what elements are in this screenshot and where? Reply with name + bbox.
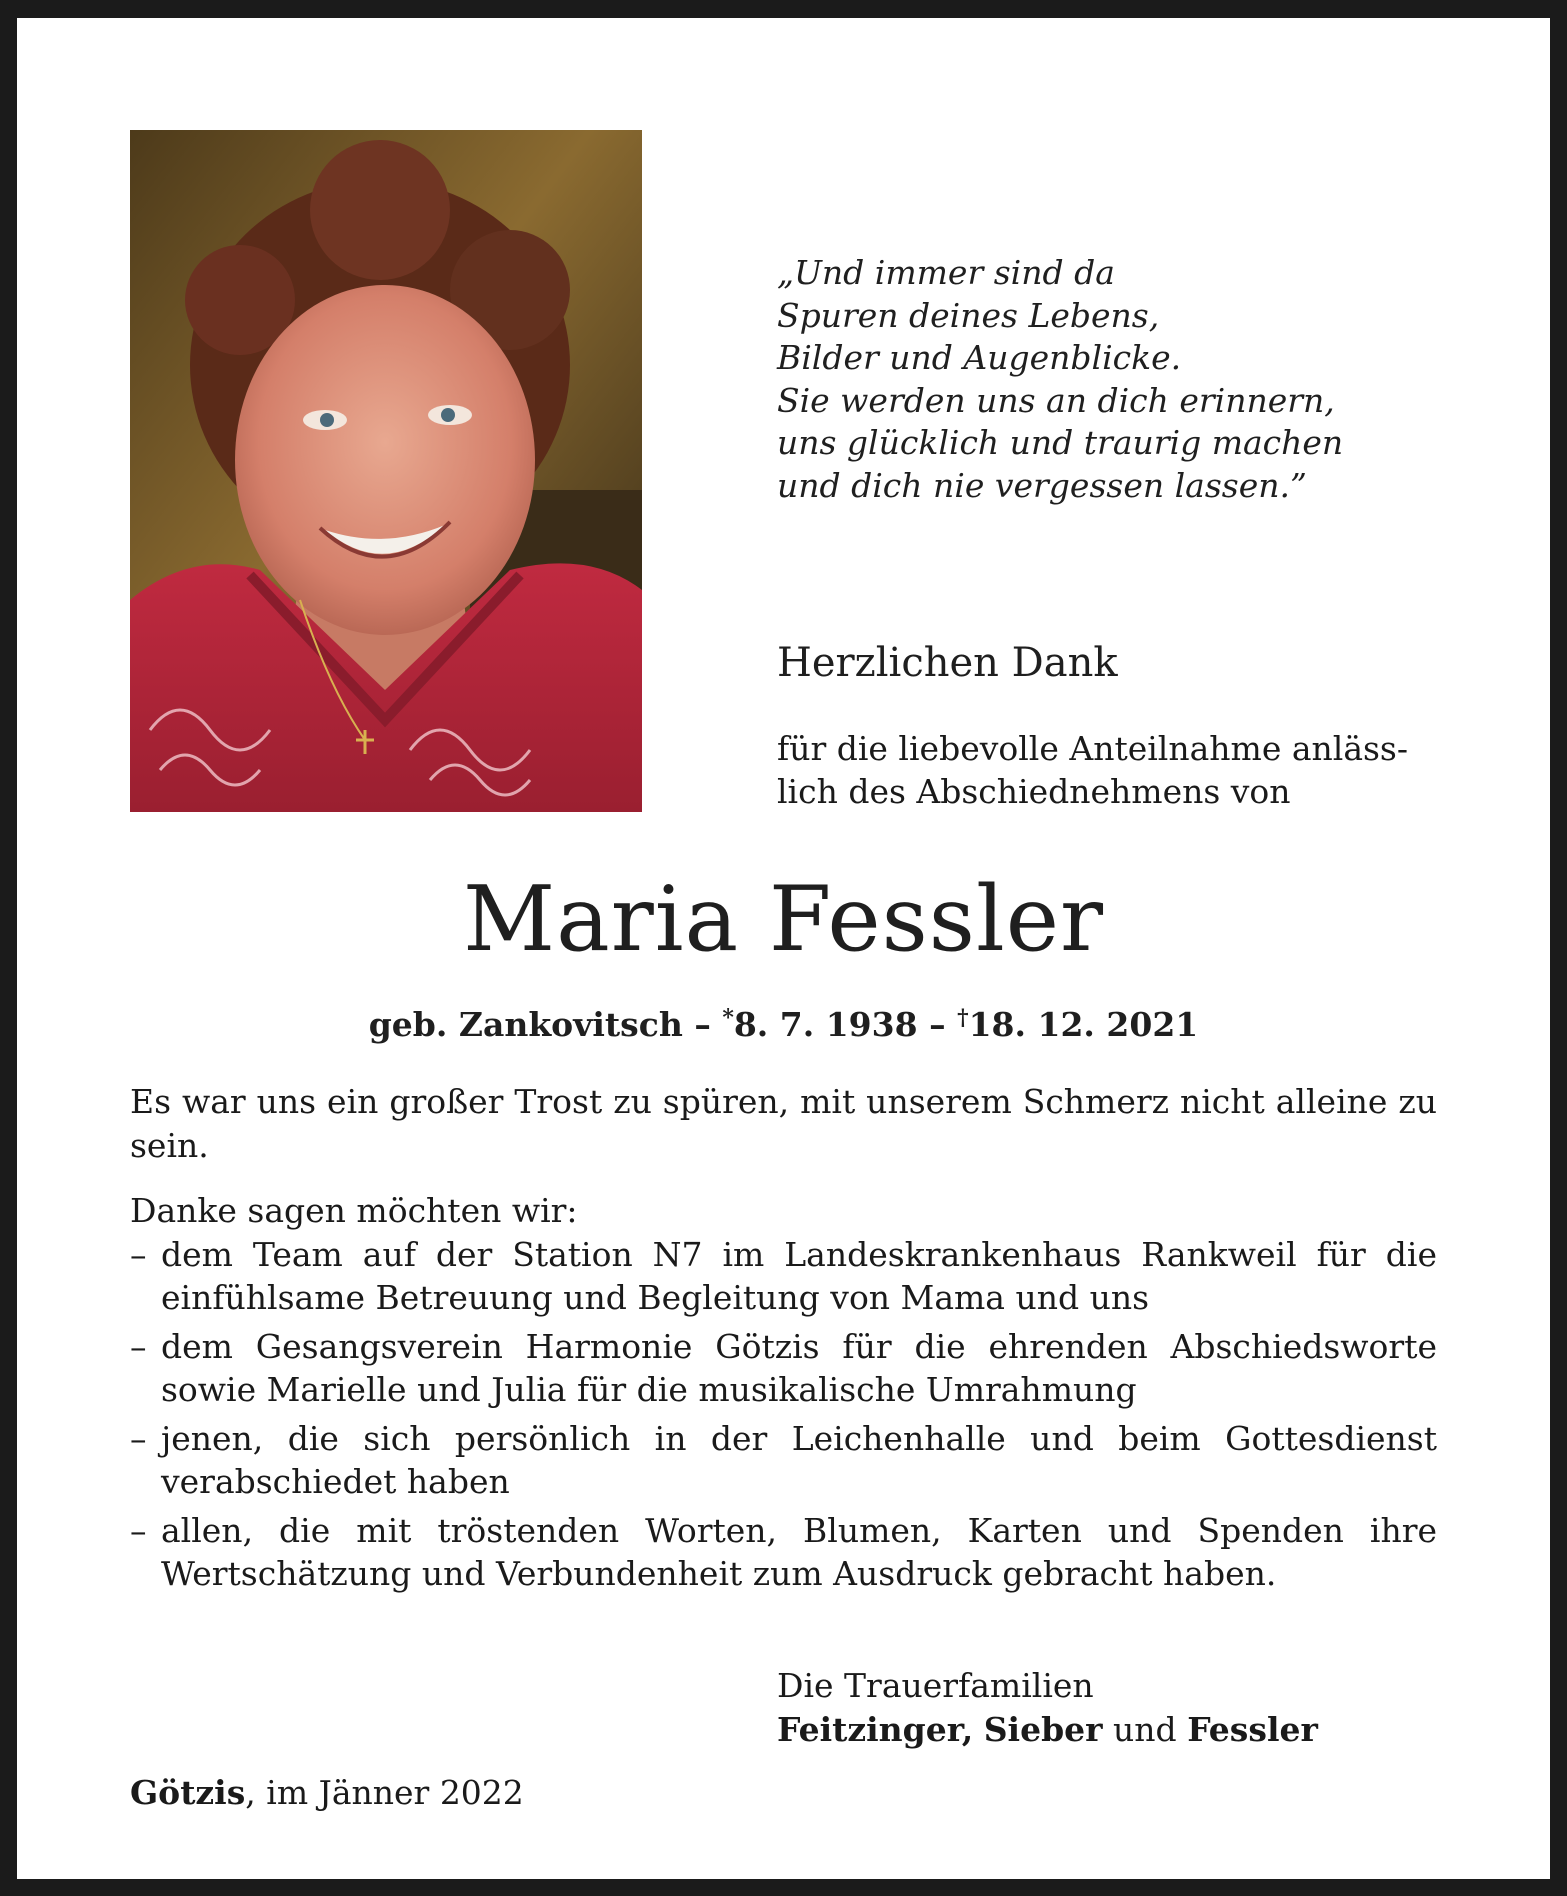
thanks-heading: Herzlichen Dank: [777, 640, 1118, 686]
list-dash: –: [130, 1510, 147, 1550]
family-name: Fessler: [1187, 1710, 1318, 1749]
birth-date: 8. 7. 1938: [733, 1005, 918, 1044]
quote-line: Bilder und Augenblicke.: [777, 338, 1182, 377]
separator: –: [694, 1005, 711, 1044]
thanks-list: [130, 1233, 1437, 1596]
place-date: [130, 1771, 524, 1815]
list-item: [130, 1509, 1437, 1596]
quote-line: „Und immer sind da: [777, 253, 1115, 292]
birth-name: geb. Zankovitsch: [368, 1005, 683, 1044]
family-names: [777, 1708, 1318, 1752]
death-symbol: †: [957, 1005, 969, 1031]
separator: –: [929, 1005, 946, 1044]
list-item-text: dem Team auf der Station N7 im Landeskrankenhaus Rankweil für die einfühlsame Betreuung und Begleitung von Mama und uns: [161, 1234, 1437, 1317]
quote-line: und dich nie vergessen lassen.”: [777, 465, 1307, 505]
life-dates: [0, 996, 1567, 1047]
thanks-intro: Danke sagen möchten wir:: [130, 1191, 578, 1230]
list-item-text: jenen, die sich persönlich in der Leichenhalle und beim Gottesdienst verabschiedet haben: [161, 1418, 1437, 1501]
list-item-text: allen, die mit tröstenden Worten, Blumen, Karten und Spenden ihre Wertschätzung und Verbundenheit zum Ausdruck gebracht haben.: [161, 1510, 1437, 1593]
place-town: Götzis: [130, 1773, 246, 1812]
deceased-name: Maria Fessler: [462, 867, 1105, 972]
birth-symbol: *: [722, 1005, 734, 1031]
list-dash: –: [130, 1326, 147, 1366]
memorial-quote: [777, 252, 1457, 507]
family-name: Sieber: [983, 1710, 1103, 1749]
list-item: [130, 1325, 1437, 1412]
quote-line: Sie werden uns an dich erinnern,: [777, 380, 1335, 420]
quote-line: uns glücklich und traurig machen: [777, 423, 1344, 462]
thanks-line: lich des Abschiednehmens von: [777, 771, 1291, 811]
list-dash: –: [130, 1418, 147, 1458]
quote-line: Spuren deines Lebens,: [777, 295, 1160, 335]
list-dash: –: [130, 1234, 147, 1274]
list-item-text: dem Gesangsverein Harmonie Götzis für die ehrenden Abschiedsworte sowie Marielle und Julia für die musikalische Umrahmung: [161, 1326, 1437, 1409]
portrait-image: [130, 130, 642, 812]
death-date: 18. 12. 2021: [968, 1005, 1199, 1044]
signature: [777, 1664, 1318, 1752]
thanks-line: für die liebevolle Anteilnahme anläss-: [777, 729, 1409, 768]
comfort-paragraph: Es war uns ein großer Trost zu spüren, mit unserem Schmerz nicht alleine zu sein.: [130, 1082, 1437, 1165]
place-date-text: , im Jänner 2022: [245, 1773, 524, 1812]
family-name: Feitzinger,: [777, 1710, 974, 1749]
portrait-photo: [130, 130, 642, 812]
list-item: [130, 1233, 1437, 1320]
thank-you-body: [130, 1080, 1437, 1601]
conjunction: und: [1113, 1710, 1177, 1749]
list-item: [130, 1417, 1437, 1504]
thanks-subtext: [777, 728, 1437, 813]
signature-line: Die Trauerfamilien: [777, 1666, 1094, 1705]
